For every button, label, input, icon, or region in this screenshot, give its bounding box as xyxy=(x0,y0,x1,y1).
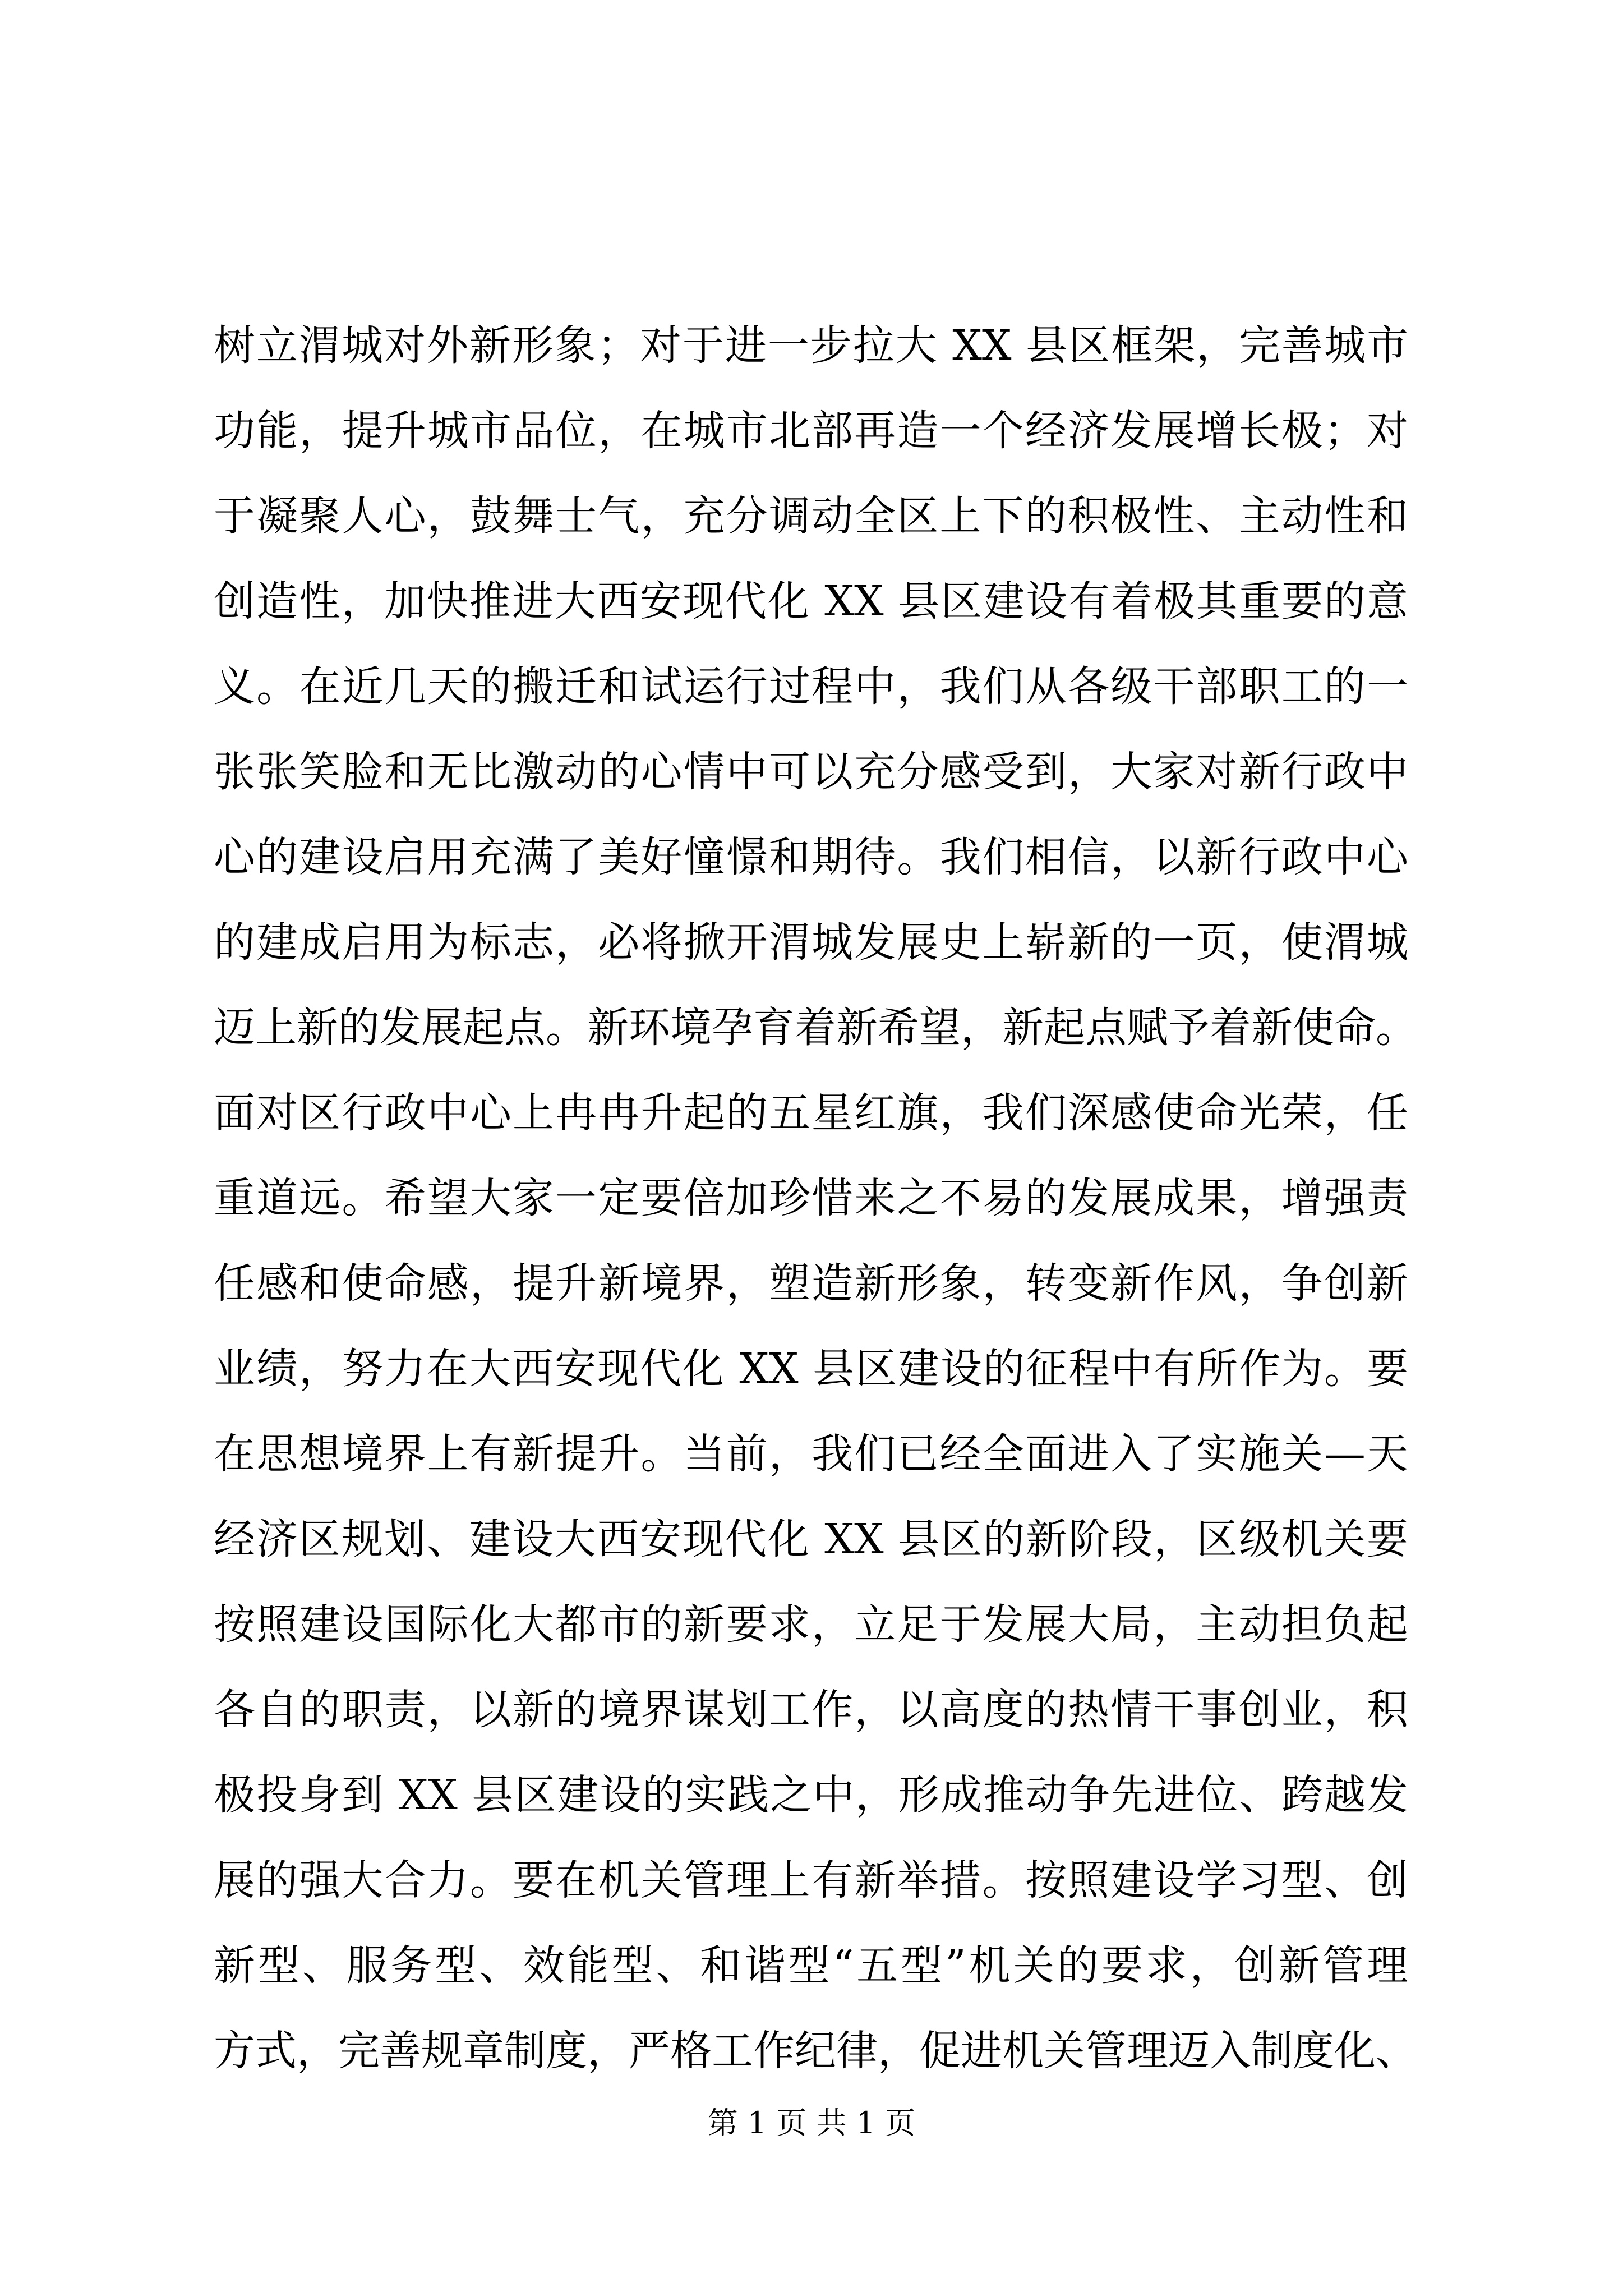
text-line: 重道远。希望大家一定要倍加珍惜来之不易的发展成果，增强责 xyxy=(214,1174,1408,1222)
page-footer xyxy=(0,2101,1623,2146)
text-line: 新型、服务型、效能型、和谐型“五型”机关的要求，创新管理 xyxy=(214,1941,1408,1990)
text-line: 树立渭城对外新形象；对于进一步拉大 XX 县区框架，完善城市 xyxy=(214,321,1408,370)
text-line: 在思想境界上有新提升。当前，我们已经全面进入了实施关—天 xyxy=(214,1430,1408,1478)
page-number-label: 第 1 页 共 1 页 xyxy=(707,2105,916,2141)
text-line: 义。在近几天的搬迁和试运行过程中，我们从各级干部职工的一 xyxy=(214,662,1408,711)
body-paragraph xyxy=(214,303,1417,2093)
text-line: 方式，完善规章制度，严格工作纪律，促进机关管理迈入制度化、 xyxy=(214,2027,1417,2075)
text-line: 经济区规划、建设大西安现代化 XX 县区的新阶段，区级机关要 xyxy=(214,1515,1408,1563)
text-line: 于凝聚人心，鼓舞士气，充分调动全区上下的积极性、主动性和 xyxy=(214,492,1408,540)
text-line: 展的强大合力。要在机关管理上有新举措。按照建设学习型、创 xyxy=(214,1856,1408,1904)
text-line: 迈上新的发展起点。新环境孕育着新希望，新起点赋予着新使命。 xyxy=(214,1004,1417,1052)
text-line: 创造性，加快推进大西安现代化 XX 县区建设有着极其重要的意 xyxy=(214,577,1408,625)
text-line: 任感和使命感，提升新境界，塑造新形象，转变新作风，争创新 xyxy=(214,1259,1408,1308)
text-line: 的建成启用为标志，必将掀开渭城发展史上崭新的一页，使渭城 xyxy=(214,918,1408,967)
text-line: 极投身到 XX 县区建设的实践之中，形成推动争先进位、跨越发 xyxy=(214,1771,1408,1819)
text-line: 面对区行政中心上冉冉升起的五星红旗，我们深感使命光荣，任 xyxy=(214,1089,1408,1137)
text-line: 各自的职责，以新的境界谋划工作，以高度的热情干事创业，积 xyxy=(214,1686,1408,1734)
text-line: 按照建设国际化大都市的新要求，立足于发展大局，主动担负起 xyxy=(214,1600,1408,1649)
text-line: 心的建设启用充满了美好憧憬和期待。我们相信，以新行政中心 xyxy=(214,833,1408,881)
text-line: 业绩，努力在大西安现代化 XX 县区建设的征程中有所作为。要 xyxy=(214,1345,1408,1393)
text-line: 张张笑脸和无比激动的心情中可以充分感受到，大家对新行政中 xyxy=(214,748,1408,796)
text-line: 功能，提升城市品位，在城市北部再造一个经济发展增长极；对 xyxy=(214,407,1408,455)
